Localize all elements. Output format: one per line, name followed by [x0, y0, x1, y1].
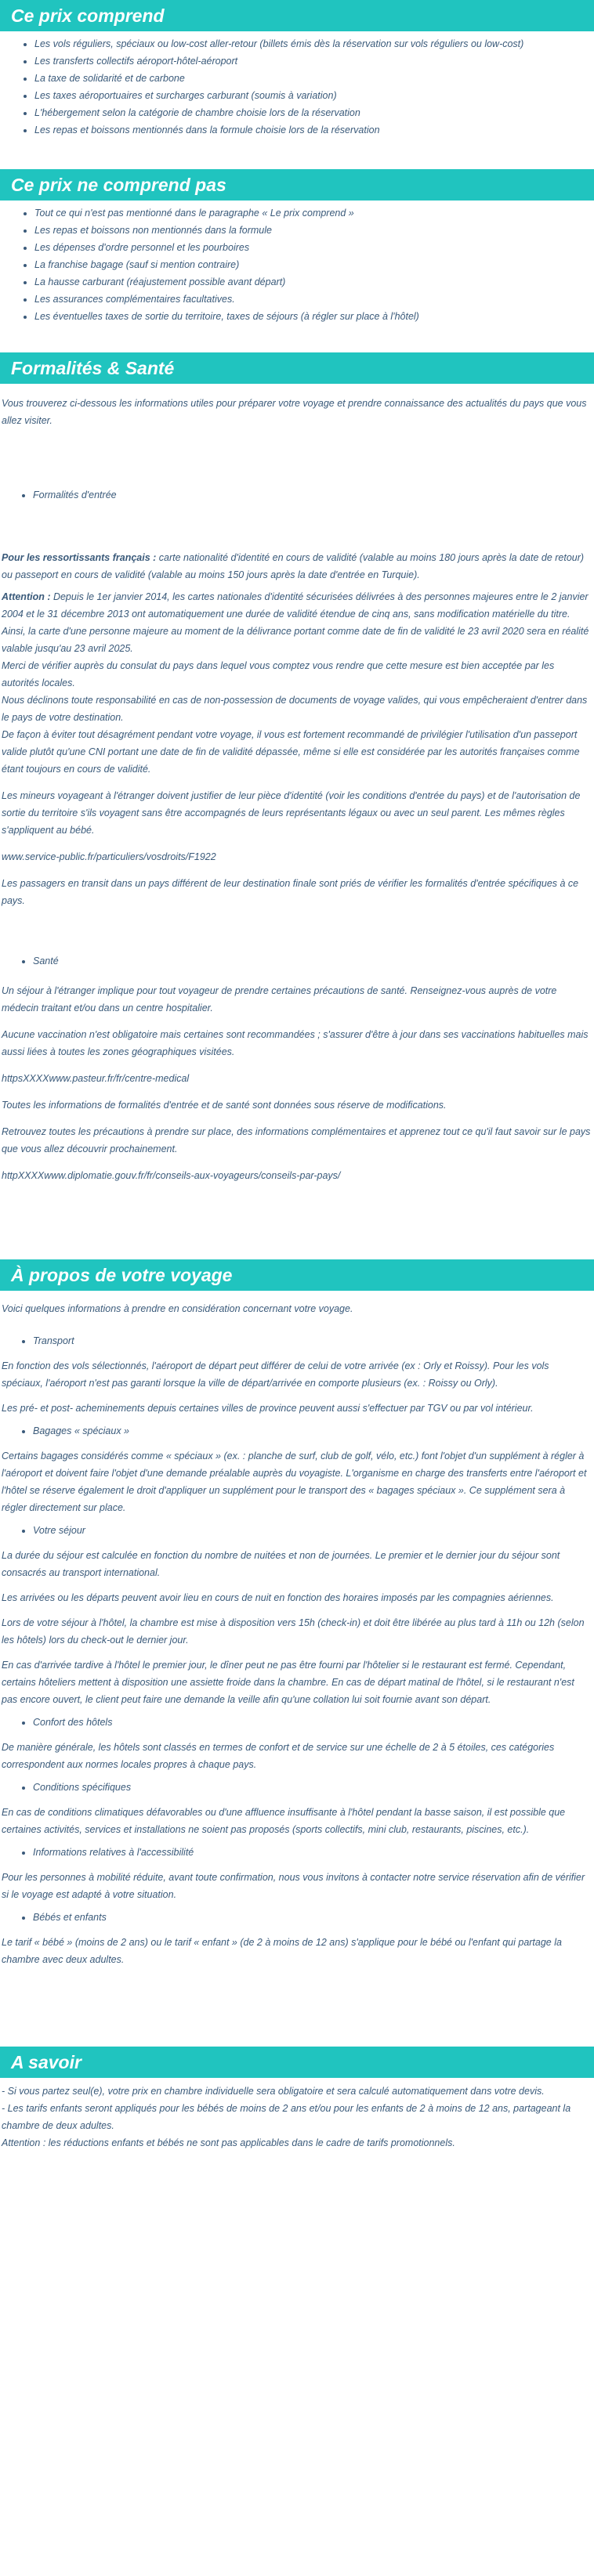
bagages-paragraph: Certains bagages considérés comme « spéciaux » (ex. : planche de surf, club de golf, vélo, etc.) font l'objet d'un supplément à régler à l'aéroport et doivent faire l'objet d'une demande préalable auprès du voyagiste. L'organisme en charge des transferts entre l'aéroport et l'hôtel se réserve également le droit d'appliquer un supplément pour le transport des « bagages spéciaux ». Ce supplément sera à régler directement sur place.: [2, 1451, 587, 1513]
sub-heading: • Formalités d'entrée: [33, 487, 592, 504]
sejour-paragraph: Un séjour à l'étranger implique pour tout voyageur de prendre certaines précautions de santé. Renseignez-vous auprès de votre médecin traitant et/ou dans un centre hospitalier.: [2, 985, 557, 1013]
section-title-a-savoir: A savoir: [0, 2047, 594, 2078]
ressortissants-label: Pour les ressortissants français :: [2, 552, 157, 563]
transport-paragraph: En fonction des vols sélectionnés, l'aéroport de départ peut différer de celui de votre arrivée (ex : Orly et Roissy). Pour les vols spéciaux, l'aéroport n'est pas garanti lorsque la ville de départ/arrivée en comporte plusieurs (ex. : Roissy ou Orly).: [2, 1360, 549, 1389]
retrouvez-paragraph: Retrouvez toutes les précautions à prendre sur place, des informations complémentaires et apprenez tout ce qu'il faut savoir sur le pays que vous allez découvrir prochainement.: [2, 1126, 591, 1154]
sub-heading: • Conditions spécifiques: [33, 1779, 592, 1796]
conditions-heading: [2, 1779, 592, 1796]
formalites-entree-heading: [2, 487, 592, 504]
list-item: • Tout ce qui n'est pas mentionné dans le paragraphe « Le prix comprend »: [34, 205, 594, 222]
formalites-intro: Vous trouverez ci-dessous les informations utiles pour préparer votre voyage et prendre connaissance des actualités du pays que vous allez visiter.: [2, 398, 587, 426]
arrivees-paragraph: Les arrivées ou les départs peuvent avoir lieu en cours de nuit en fonction des horaires imposés par les compagnies aériennes.: [2, 1592, 554, 1603]
votre-sejour-heading: [2, 1523, 592, 1539]
declinons-paragraph: Nous déclinons toute responsabilité en cas de non-possession de documents de voyage valides, qui vous empêcheraient d'entrer dans le pays de votre destination.: [2, 695, 588, 723]
pasteur-link[interactable]: httpsXXXXwww.pasteur.fr/fr/centre-medical: [2, 1073, 190, 1084]
sub-heading: • Bagages « spéciaux »: [33, 1423, 592, 1440]
attention-text: Depuis le 1er janvier 2014, les cartes nationales d'identité sécurisées délivrées à des personnes majeures entre le 2 janvier 2004 et le 31 décembre 2013 ont automatiquement une durée de validité étendue de cinq ans, sans modification matérielle du titre. Ainsi, la carte d'une personne majeure au moment de la délivrance portant comme date de fin de validité le 23 avril 2020 sera en réalité valable jusqu'au 23 avril 2025.: [2, 591, 589, 654]
bebes-heading: [2, 1909, 592, 1926]
section-title-prix-ne-comprend: Ce prix ne comprend pas: [0, 169, 594, 201]
diplomatie-link[interactable]: httpXXXXwww.diplomatie.gouv.fr/fr/conseils-aux-voyageurs/conseils-par-pays/: [2, 1170, 341, 1181]
vaccination-paragraph: Aucune vaccination n'est obligatoire mais certaines sont recommandées ; s'assurer d'être à jour dans ses vaccinations habituelles mais aussi liées à toutes les zones géographiques visitées.: [2, 1029, 589, 1057]
arrivee-tardive-paragraph: En cas d'arrivée tardive à l'hôtel le premier jour, le dîner peut ne pas être fourni par l'hôtelier si le restaurant est fermé. Cependant, certains hôteliers mettent à disposition une assiette froide dans la chambre. En cas de départ matinal de l'hôtel, si le restaurant n'est pas encore ouvert, le client peut faire une demande la veille afin qu'une collation lui soit fournie avant son départ.: [2, 1660, 574, 1705]
ressortissants-paragraph: [2, 549, 592, 583]
section-title-prix-comprend: Ce prix comprend: [0, 0, 594, 31]
list-prix-comprend: [0, 36, 594, 139]
list-item: • Les repas et boissons mentionnés dans la formule choisie lors de la réservation: [34, 122, 594, 139]
sub-heading: • Bébés et enfants: [33, 1909, 592, 1926]
list-item: • Les assurances complémentaires facultatives.: [34, 291, 594, 309]
transit-paragraph: Les passagers en transit dans un pays différent de leur destination finale sont priés de vérifier les formalités d'entrée spécifiques à ce pays.: [2, 878, 579, 906]
merci-paragraph: Merci de vérifier auprès du consulat du pays dans lequel vous comptez vous rendre que cette mesure est bien acceptée par les autorités locales.: [2, 660, 555, 688]
list-item: • Les éventuelles taxes de sortie du territoire, taxes de séjours (à régler sur place à l'hôtel): [34, 309, 594, 326]
apropos-intro: Voici quelques informations à prendre en considération concernant votre voyage.: [2, 1303, 353, 1314]
facon-paragraph: De façon à éviter tout désagrément pendant votre voyage, il vous est fortement recommandé de privilégier l'utilisation d'un passeport valide plutôt qu'une CNI portant une date de fin de validité dépassée, même si elle est considérée par les autorités françaises comme étant toujours en cours de validité.: [2, 729, 580, 775]
sub-heading: • Confort des hôtels: [33, 1714, 592, 1731]
service-public-link[interactable]: www.service-public.fr/particuliers/vosdroits/F1922: [2, 851, 216, 862]
attention-label: Attention :: [2, 591, 51, 602]
confort-paragraph: De manière générale, les hôtels sont classés en termes de confort et de service sur une échelle de 2 à 5 étoiles, ces catégories correspondent aux normes locales propres à chaque pays.: [2, 1742, 555, 1770]
sub-heading: • Votre séjour: [33, 1523, 592, 1539]
accessibilite-heading: [2, 1844, 592, 1861]
list-item: • Les repas et boissons non mentionnés dans la formule: [34, 222, 594, 240]
sub-heading: • Informations relatives à l'accessibilité: [33, 1844, 592, 1861]
bagages-heading: [2, 1423, 592, 1440]
conditions-paragraph: En cas de conditions climatiques défavorables ou d'une affluence insuffisante à l'hôtel pendant la basse saison, il est possible que certaines activités, services et installations ne soient pas proposés (sports collectifs, mini club, restaurants, piscines, etc.).: [2, 1807, 566, 1835]
list-item: • Les vols réguliers, spéciaux ou low-cost aller-retour (billets émis dès la réservation sur vols réguliers ou low-cost): [34, 36, 594, 53]
list-item: • La taxe de solidarité et de carbone: [34, 70, 594, 88]
attention-paragraph: [2, 588, 592, 657]
list-prix-ne-comprend: [0, 205, 594, 326]
list-item: • L'hébergement selon la catégorie de chambre choisie lors de la réservation: [34, 105, 594, 122]
list-item: • Les transferts collectifs aéroport-hôtel-aéroport: [34, 53, 594, 70]
sante-heading: [2, 953, 592, 970]
ressortissants-text: carte nationalité d'identité en cours de validité (valable au moins 180 jours après la date de retour) ou passeport en cours de validité (valable au moins 150 jours après la date d'entrée en Turquie).: [2, 552, 585, 580]
sub-heading: • Transport: [33, 1333, 592, 1349]
list-item: • La hausse carburant (réajustement possible avant départ): [34, 274, 594, 291]
toutes-paragraph: Toutes les informations de formalités d'entrée et de santé sont données sous réserve de modifications.: [2, 1100, 447, 1111]
list-item: • Les dépenses d'ordre personnel et les pourboires: [34, 240, 594, 257]
bebes-paragraph: Le tarif « bébé » (moins de 2 ans) ou le tarif « enfant » (de 2 à moins de 12 ans) s'applique pour le bébé ou l'enfant qui partage la chambre avec deux adultes.: [2, 1937, 562, 1965]
transport-heading: [2, 1333, 592, 1349]
lors-paragraph: Lors de votre séjour à l'hôtel, la chambre est mise à disposition vers 15h (check-in) et doit être libérée au plus tard à 11h ou 12h (selon les hôtels) lors du check-out le dernier jour.: [2, 1617, 585, 1646]
asavoir-line-3: Attention : les réductions enfants et bébés ne sont pas applicables dans le cadre de tarifs promotionnels.: [2, 2137, 455, 2148]
pre-post-paragraph: Les pré- et post- acheminements depuis certaines villes de province peuvent aussi s'effectuer par TGV ou par vol intérieur.: [2, 1403, 534, 1414]
sub-heading: • Santé: [33, 953, 592, 970]
asavoir-line-1: - Si vous partez seul(e), votre prix en chambre individuelle sera obligatoire et sera calculé automatiquement dans votre devis.: [2, 2086, 545, 2097]
confort-heading: [2, 1714, 592, 1731]
mineurs-paragraph: Les mineurs voyageant à l'étranger doivent justifier de leur pièce d'identité (voir les conditions d'entrée du pays) et de l'autorisation de sortie du territoire s'ils voyagent sans être accompagnés de leurs représentants légaux ou avec un seul parent. Les mêmes règles s'appliquent au bébé.: [2, 790, 581, 836]
accessibilite-paragraph: Pour les personnes à mobilité réduite, avant toute confirmation, nous vous invitons à contacter notre service réservation afin de vérifier si le voyage est adapté à votre situation.: [2, 1872, 585, 1900]
section-title-formalites: Formalités & Santé: [0, 352, 594, 384]
list-item: • Les taxes aéroportuaires et surcharges carburant (soumis à variation): [34, 88, 594, 105]
section-title-apropos: À propos de votre voyage: [0, 1259, 594, 1291]
list-item: • La franchise bagage (sauf si mention contraire): [34, 257, 594, 274]
asavoir-line-2: - Les tarifs enfants seront appliqués pour les bébés de moins de 2 ans et/ou pour les enfants de 2 à moins de 12 ans, partageant la chambre de deux adultes.: [2, 2103, 571, 2131]
duree-paragraph: La durée du séjour est calculée en fonction du nombre de nuitées et non de journées. Le premier et le dernier jour du séjour sont consacrés au transport international.: [2, 1550, 560, 1578]
